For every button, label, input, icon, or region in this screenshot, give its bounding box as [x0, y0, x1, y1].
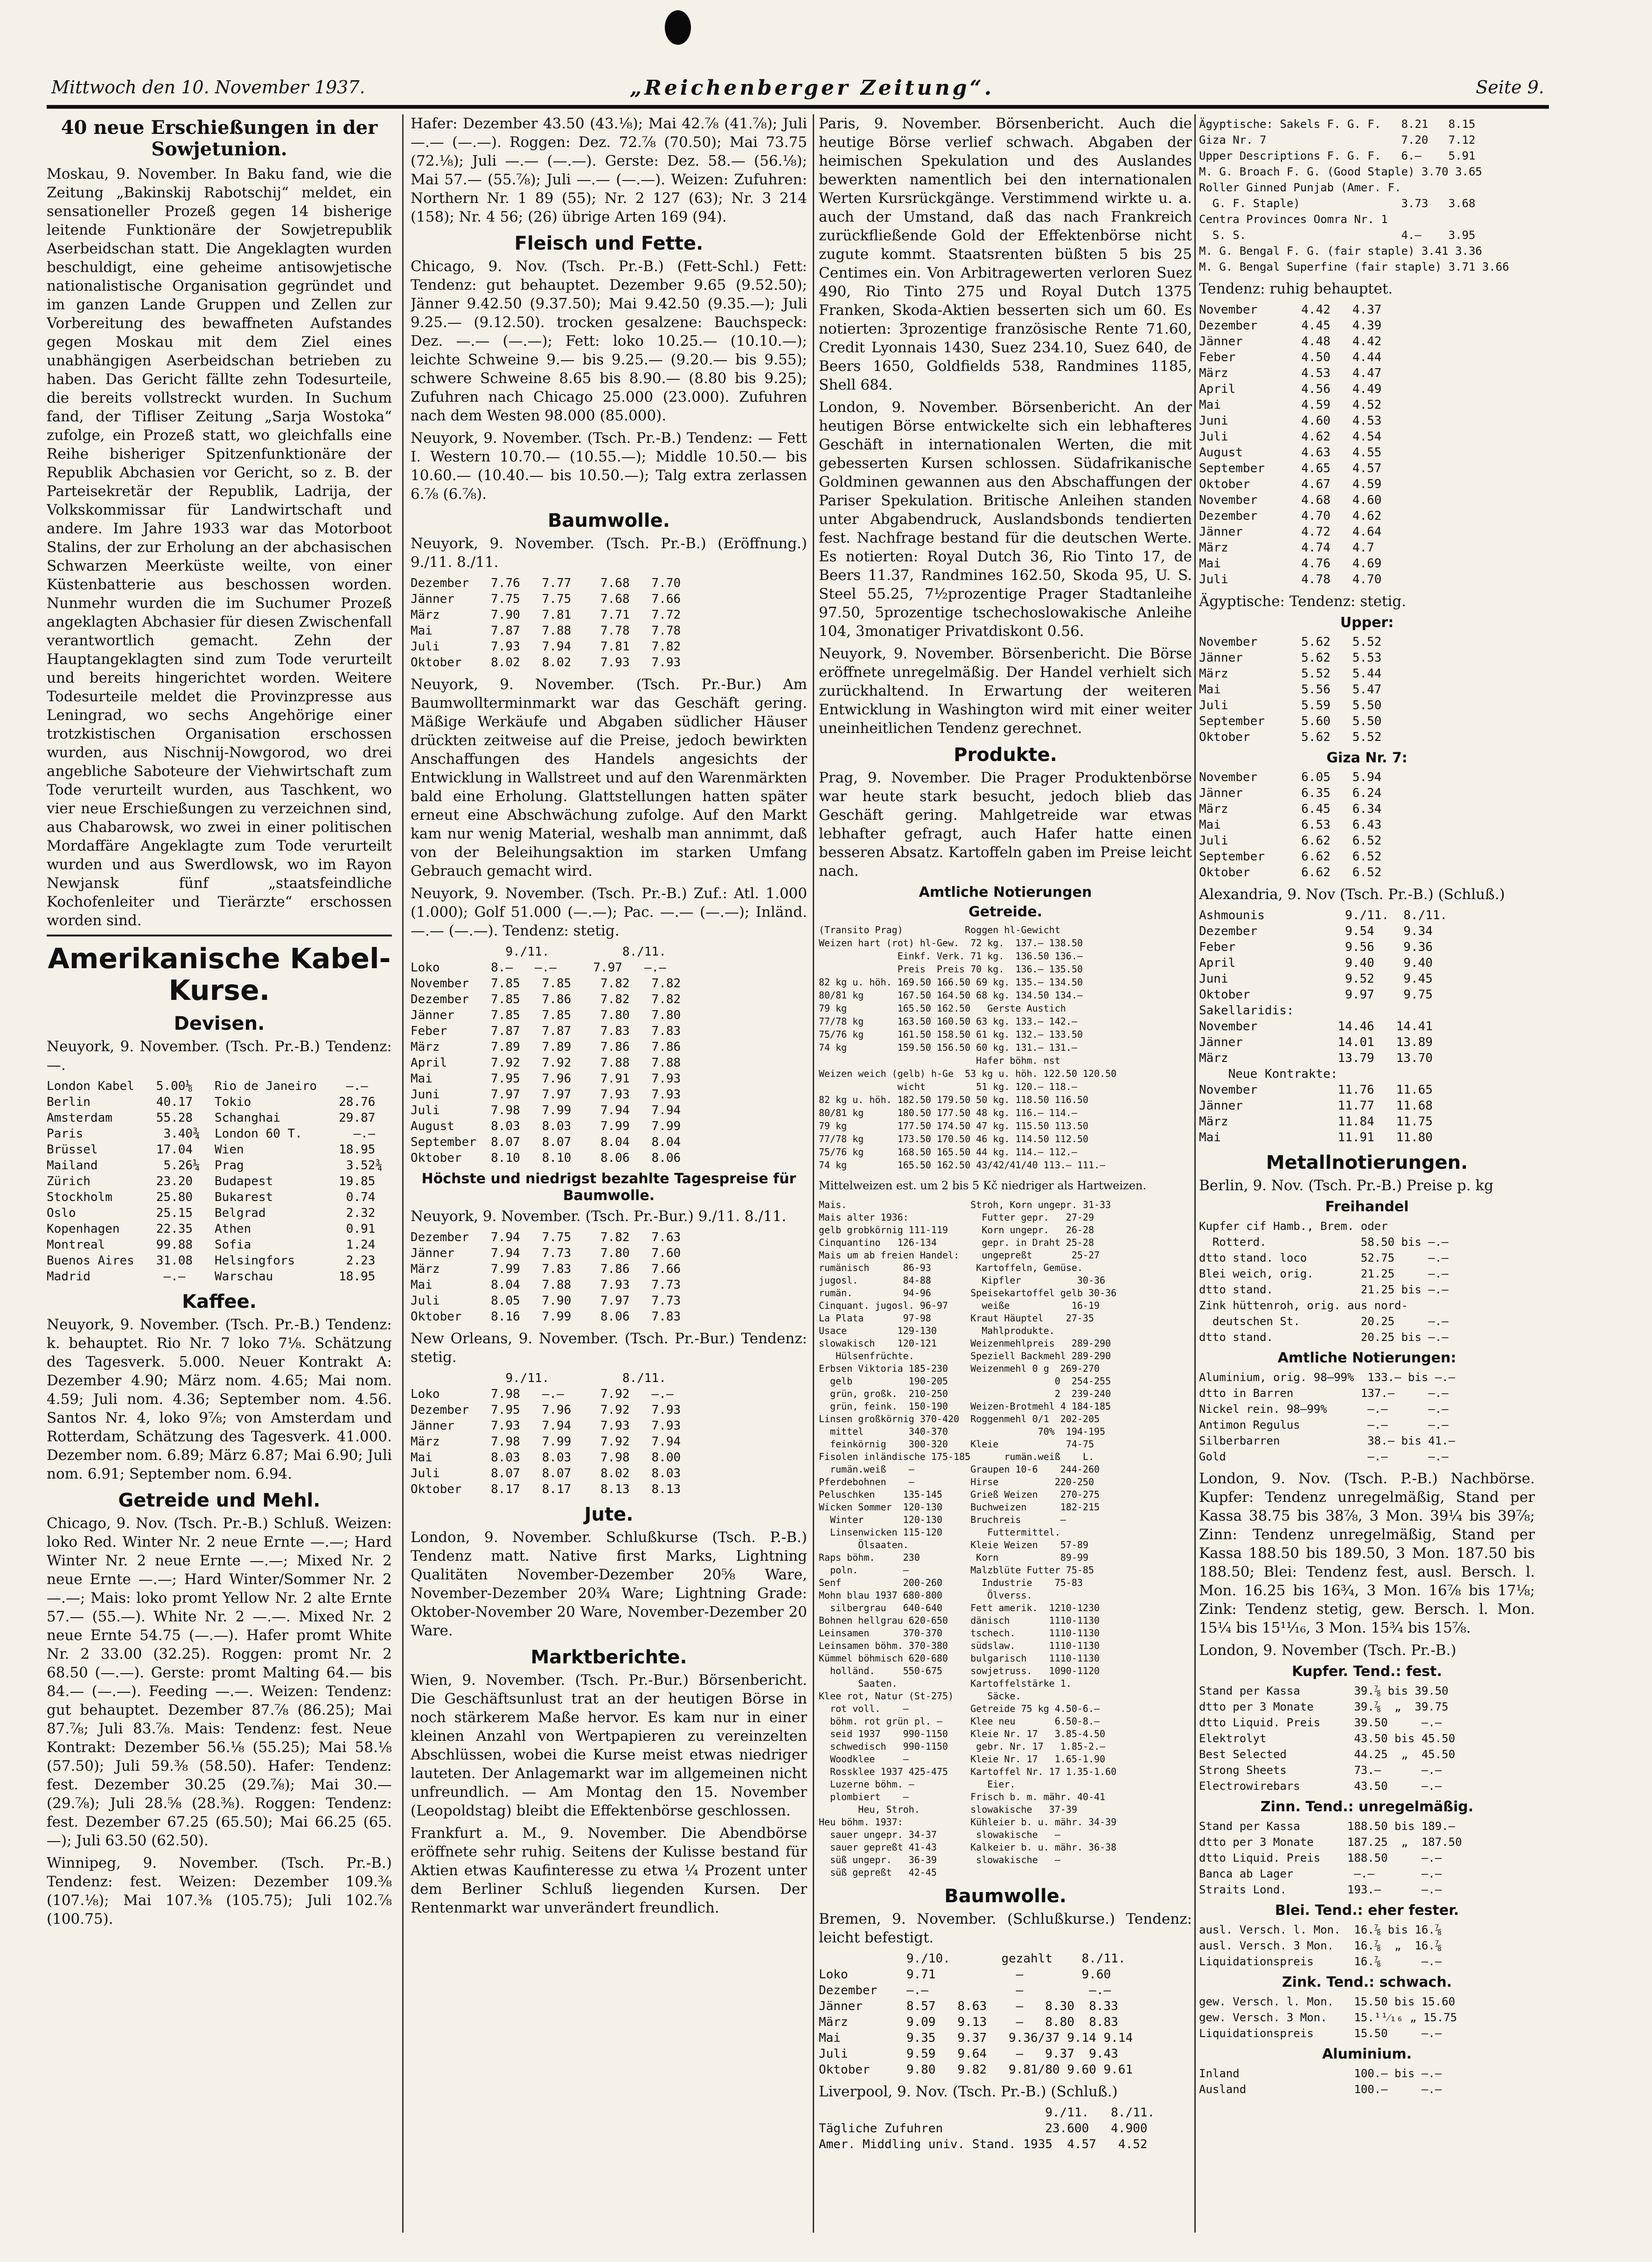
upper-table: November 5.62 5.52 Jänner 5.62 5.53 März 5.52 5.44 Mai 5.56 5.47 Juli 5.59 5.50 September 5.60 5.50 Oktober 5.62 5.52 — [1199, 635, 1382, 744]
section-title-baumwolle: Baumwolle. — [548, 510, 670, 531]
kupfer-table: Stand per Kassa 39.⅞ bis 39.50 dtto per 3 Monate 39.⅞ „ 39.75 dtto Liquid. Preis 39.50 —.— Elektrolyt 43.50 bis 45.50 Best Selected 44.25 „ 45.50 Strong Sheets 73.— —.— Electrowirebars 43.50 —.— — [1199, 1684, 1456, 1793]
section-title-devisen: Devisen. — [174, 1013, 265, 1034]
section-title-getreide: Getreide und Mehl. — [118, 1490, 321, 1511]
amtliche-notierungen-title: Amtliche Notierungen: — [1277, 1350, 1457, 1366]
wien-body: Wien, 9. November. (Tsch. Pr.-Bur.) Börsenbericht. Die Geschäftsunlust trat an der heutigen Börse in noch stärkerem Maße hervor. Es kam nur in einer kleinen Anzahl von Wertpapieren zu vereinzelten Abschlüssen, wobei die Kurse meist etwas niedriger lauteten. Der Anlagemarkt war im allgemeinen nicht unfreundlich. — Am Montag den 15. November (Leopoldstag) bleibt die Effektenbörse geschlossen. — [411, 1672, 807, 1819]
neuyork-fett-body: Neuyork, 9. November. (Tsch. Pr.-B.) Tendenz: — Fett I. Western 10.70.— (10.55.—); Middle 10.50.— bis 10.60.— (10.40.— bis 10.50.—); Talg extra zerlassen 6.⅞ (6.⅞). — [411, 430, 807, 503]
hafer-body: Hafer: Dezember 43.50 (43.⅛); Mai 42.⅞ (41.⅞); Juli —.— (—.—). Roggen: Dez. 72.⅞ (70.50); Mai 73.75 (72.⅛); Juli —.— (—.—). Gerste: Dez. 58.— (56.⅛); Mai 57.— (55.⅞); Juli —.— (—.—). Weizen: Zufuhren: Northern Nr. 1 89 (55); Nr. 2 127 (63); Nr. 3 214 (158); Nr. 4 56; (26) übrige Arten 169 (94). — [411, 115, 807, 225]
baumwolle-body: Neuyork, 9. November. (Tsch. Pr.-Bur.) Am Baumwollterminmarkt war das Geschäft gering. Mäßige Werkäufe und Abgaben südlicher Häuser drückten zeitweise auf die Preise, jedoch bewirkten Anschaffungen des Handels angesichts der Entwicklung in Wallstreet und auf den Warenmärkten bald eine Erholung. Glattstellungen hatten später erneut eine Abschwächung zufolge. Auf den Markt kam nur wenig Material, weshalb man annimmt, daß von der Beleihungsaktion im starken Umfang Gebrauch gemacht wird. — [411, 676, 807, 880]
paris-body: Paris, 9. November. Börsenbericht. Auch die heutige Börse verlief schwach. Abgaben der heimischen Spekulation und des Auslandes bewerkten namentlich bei den internationalen Werten Kursrückgänge. Verstimmend wirkte u. a. auch der Umstand, daß das nach Frankreich zurückfließende Gold der Effektenbörse nicht zugute kommt. Staatsrenten büßten 5 bis 25 Centimes ein. Von Arbitragewerten verloren Suez 490, Rio Tinto 275 und Royal Dutch 1375 Franken, Skoda-Aktien besserten sich um 60. Es notierten: 3prozentige französische Rente 71.60, Credit Lyonnais 1430, Suez 234.10, Suez 640, de Beers 1650, Goldfields 538, Randmines 1185, Shell 684. — [819, 115, 1192, 393]
blei-title: Blei. Tend.: eher fester. — [1275, 1902, 1459, 1919]
freihandel-title: Freihandel — [1325, 1199, 1409, 1215]
kupfer-title: Kupfer. Tend.: fest. — [1292, 1663, 1442, 1680]
prag-body: Prag, 9. November. Die Prager Produktenbörse war heute stark besucht, jedoch blieb das Geschäft gering. Mahlgetreide war etwas lebhafter gefragt, auch Hafer hatte einen besseren Absatz. Kartoffeln gaben im Preise leicht nach. — [819, 769, 1192, 880]
bremen-table: 9./10. gezahlt 8./11. Loko 9.71 — 9.60 Dezember —.— — —.— Jänner 8.57 8.63 — 8.30 8.33 März 9.09 9.13 — 8.80 8.83 Mai 9.35 9.37 9.36/37 9.14 9.14 Juli 9.59 9.64 — 9.37 9.43 Oktober 9.80 9.82 9.81/80 9.60 9.61 — [819, 1952, 1133, 2077]
header-date: Mittwoch den 10. November 1937. — [51, 77, 365, 98]
aluminium-table: Inland 100.— bis —.— Ausland 100.— —.— — [1199, 2067, 1442, 2096]
zink-table: gew. Versch. l. Mon. 15.50 bis 15.60 gew. Versch. 3 Mon. 15.¹¹⁄₁₆ „ 15.75 Liquidationspreis 15.50 —.— — [1199, 1995, 1457, 2040]
london-body: London, 9. November. Börsenbericht. An der heutigen Börse entwickelte sich ein lebhafteres Geschäft in internationalen Werten, die mit gebesserten Kursen schlossen. Südafrikanische Goldminen gewannen aus den Abschaffungen der Pariser Spekulation. Britische Anleihen standen unter Abgabendruck, Auslandsbonds tendierten fest. Nachfrage bestand für die deutschen Werte. Es notierten: Royal Dutch 36, Rio Tinto 17, de Beers 11.37, Randmines 162.50, Skoda 95, U. S. Steel 55.25, 7½prozentige Prager Stadtanleihe 97.50, 5prozentige tschechoslowakische Anleihe 104, 3monatiger Privatdiskont 0.56. — [819, 399, 1192, 640]
devisen-table: London Kabel 5.00⅛ Rio de Janeiro —.— Berlin 40.17 Tokio 28.76 Amsterdam 55.28 Schanghai 29.87 Paris 3.40¾ London 60 T. —.— Brüssel 17.04 Wien 18.95 Mailand 5.26¼ Prag 3.52¾ Zürich 23.20 Budapest 19.85 Stockholm 25.80 Bukarest 0.74 Oslo 25.15 Belgrad 2.32 Kopenhagen 22.35 Athen 0.91 Montreal 99.88 Sofia 1.24 Buenos Aires 31.08 Helsingfors 2.23 Madrid —.— Warschau 18.95 — [47, 1079, 383, 1284]
page-header — [51, 72, 1544, 105]
baumwolle-3-table: Dezember 7.94 7.75 7.82 7.63 Jänner 7.94 7.73 7.80 7.60 März 7.99 7.83 7.86 7.66 Mai 8.04 7.88 7.93 7.73 Juli 8.05 7.90 7.97 7.73 Oktober 8.16 7.99 8.06 7.83 — [411, 1230, 681, 1324]
header-rule — [47, 105, 1549, 109]
section-title-marktberichte: Marktberichte. — [530, 1647, 687, 1668]
ashmounis-table: Ashmounis 9./11. 8./11. Dezember 9.54 9.34 Feber 9.56 9.36 April 9.40 9.40 Juni 9.52 9.45 Oktober 9.97 9.75 Sakellaridis: November 14.46 14.41 Jänner 14.01 13.89 März 13.79 13.70 Neue Kontrakte: November 11.76 11.65 Jänner 11.77 11.68 März 11.84 11.75 Mai 11.91 11.80 — [1199, 908, 1448, 1145]
kaffee-body: Neuyork, 9. November. (Tsch. Pr.-B.) Tendenz: k. behauptet. Rio Nr. 7 loko 7⅛. Schätzung des Tagesverk. 5.000. Neuer Kontrakt A: Dezember 4.90; März nom. 4.65; Mai nom. 4.59; Juli nom. 4.36; September nom. 4.56. Santos Nr. 4, loko 9⅞; von Amsterdam und Rotterdam, Schätzung des Tagesverk. 41.000. Dezember nom. 6.89; März 6.87; Mai 6.90; Juli nom. 6.91; September nom. 6.94. — [47, 1316, 392, 1482]
section-title-baumwolle-2: Baumwolle. — [944, 1885, 1066, 1907]
neuyork-body: Neuyork, 9. November. Börsenbericht. Die Börse eröffnete unregelmäßig. Der Handel verhielt sich zurückhaltend. In Erwartung der weiteren Entwicklung in Washington wird mit einer weiter uneinheitlichen Tendenz gerechnet. — [819, 645, 1192, 737]
produkte-table-2: Mais. Stroh, Korn ungepr. 31-33 Mais alter 1936: Futter gepr. 27-29 gelb grobkörnig 111-119 Korn ungepr. 26-28 Cinquantino 126-134 gepr. in Draht 25-28 Mais um ab freien Handel: ungepreßt 25-27 rumänisch 86-93 Kartoffeln, Gemüse. jugosl. 84-88 Kipfler 30-36 rumän. 94-96 Speisekartoffel gelb 30-36 Cinquant. jugosl. 96-97 weiße 16-19 La Plata 97-98 Kraut Häuptel 27-35 Usace 129-130 Mahlprodukte. slowakisch 120-121 Weizenmehlpreis 289-290 Hülsenfrüchte. Speziell Backmehl 289-290 Erbsen Viktoria 185-230 Weizenmehl 0 g 269-270 gelb 190-205 0 254-255 grün, großk. 210-250 2 239-240 grün, feink. 150-190 Weizen-Brotmehl 4 184-185 Linsen großkörnig 370-420 Roggenmehl 0/1 202-205 mittel 340-370 70% 194-195 feinkörnig 300-320 Kleie 74-75 Fisolen inländische 175-185 rumän.weiß L. rumän.weiß — Graupen 10-6 244-260 Pferdebohnen — Hirse 220-250 Peluschken 135-145 Grieß Weizen 270-275 Wicken Sommer 120-130 Buchweizen 182-215 Winter 120-130 Bruchreis — Linsenwicken 115-120 Futtermittel. Ölsaaten. Kleie Weizen 57-89 Raps böhm. 230 Korn 89-99 poln. — Malzblüte Futter 75-85 Senf 200-260 Industrie 75-83 Mohn blau 1937 680-800 Ölverss. silbergrau 640-640 Fett amerik. 1210-1230 Bohnen hellgrau 620-650 dänisch 1110-1130 Leinsamen 370-370 tschech. 1110-1130 Leinsamen böhm. 370-380 südslaw. 1110-1130 Kümmel böhmisch 620-680 bulgarisch 1110-1130 holländ. 550-675 sowjetruss. 1090-1120 Saaten. Kartoffelstärke 1. Klee rot, Natur (St-275) Säcke. rot voll. — Getreide 75 kg 4.50-6.— böhm. rot grün pl. — Klee neu 6.50-8.— seid 1937 990-1150 Kleie Nr. 17 3.85-4.50 schwedisch 990-1150 gebr. Nr. 17 1.85-2.— Woodklee — Kleie Nr. 17 1.65-1.90 Rossklee 1937 425-475 Kartoffel Nr. 17 1.35-1.60 Luzerne böhm. — Eier. plombiert — Frisch b. m. mähr. 40-41 Heu, Stroh. slowakische 37-39 Heu böhm. 1937: Kühleier b. u. mähr. 34-39 sauer ungepr. 34-37 slowakische — sauer gepreßt 41-43 Kalkeier b. u. mähr. 36-38 süß ungepr. 36-39 slowakische — süß gepreßt 42-45 — [819, 1199, 1117, 1878]
column-2 — [411, 114, 807, 2242]
baumwolle-1-table: Dezember 7.76 7.77 7.68 7.70 Jänner 7.75 7.75 7.68 7.66 März 7.90 7.81 7.71 7.72 Mai 7.87 7.88 7.78 7.78 Juli 7.93 7.94 7.81 7.82 Oktober 8.02 8.02 7.93 7.93 — [411, 576, 681, 670]
header-paper-title: „Reichenberger Zeitung“. — [630, 76, 995, 100]
london-metal-body: London, 9. Nov. (Tsch. P.-B.) Nachbörse. Kupfer: Tendenz unregelmäßig, Stand per Kassa 38.75 bis 38⅞, 3 Mon. 39¼ bis 39⅞; Zinn: Tendenz unregelmäßig, Stand per Kassa 188.50 bis 189.50, 3 Mon. 187.50 bis 188.50; Blei: Tendenz fest, ausl. Bersch. l. Mon. 16.25 bis 16¾, 3 Mon. 16⅞ bis 17⅛; Zink: Tendenz stetig, gew. Bersch. l. Mon. 15¼ bis 15¹¹⁄₁₆, 3 Mon. 15¾ bis 15⅞. — [1199, 1470, 1535, 1636]
fleisch-body: Chicago, 9. Nov. (Tsch. Pr.-B.) (Fett-Schl.) Fett: Tendenz: gut behauptet. Dezember 9.65 (9.52.50); Jänner 9.42.50 (9.37.50); Mai 9.42.50 (9.35.—); Juli 9.25.— (9.12.50). trocken gesalzene: Bauchspeck: Dez. —.— (—.—); Fett: loko 10.25.— (10.10.—); leichte Schweine 9.— bis 9.25.— (9.20.— bis 9.55); schwere Schweine 8.65 bis 8.90.— (8.80 bis 9.25); Zufuhren nach Chicago 25.000 (23.000). Zufuhren nach dem Westen 98.000 (85.000). — [411, 258, 807, 424]
section-title-jute: Jute. — [584, 1504, 634, 1525]
months-table: November 4.42 4.37 Dezember 4.45 4.39 Jänner 4.48 4.42 Feber 4.50 4.44 März 4.53 4.47 April 4.56 4.49 Mai 4.59 4.52 Juni 4.60 4.53 Juli 4.62 4.54 August 4.63 4.55 September 4.65 4.57 Oktober 4.67 4.59 November 4.68 4.60 Dezember 4.70 4.62 Jänner 4.72 4.64 März 4.74 4.7 Mai 4.76 4.69 Juli 4.78 4.70 — [1199, 303, 1382, 586]
section-title-kabel: Amerikanische Kabel-Kurse. — [48, 942, 391, 1007]
bremen-header: Bremen, 9. November. (Schlußkurse.) Tendenz: leicht befestigt. — [819, 1911, 1192, 1946]
london-2-header: London, 9. November (Tsch. Pr.-B.) — [1199, 1642, 1457, 1659]
tendenz-2: Ägyptische: Tendenz: stetig. — [1199, 593, 1406, 610]
winnipeg-body: Winnipeg, 9. November. (Tsch. Pr.-B.) Tendenz: fest. Weizen: Dezember 109.⅜ (107.⅛); Mai 107.⅜ (105.75); Juli 102.⅞ (100.75). — [47, 1855, 392, 1927]
column-divider — [1194, 114, 1196, 2233]
column-3 — [819, 114, 1192, 2242]
upper-title: Upper: — [1340, 614, 1394, 631]
section-title-kaffee: Kaffee. — [182, 1291, 257, 1313]
produkte-table-1: (Transito Prag) Roggen hl-Gewicht Weizen hart (rot) hl-Gew. 72 kg. 137.— 138.50 Einkf. Verk. 71 kg. 136.50 136.— Preis Preis 70 kg. 136.— 135.50 82 kg u. höh. 169.50 166.50 69 kg. 135.— 134.50 80/81 kg 167.50 164.50 68 kg. 134.50 134.— 79 kg 165.50 162.50 Gerste Austich 77/78 kg 163.50 160.50 63 kg. 133.— 142.— 75/76 kg 161.50 158.50 61 kg. 132.— 133.50 74 kg 159.50 156.50 60 kg. 131.— 131.— Hafer böhm. nst Weizen weich (gelb) h-Ge 53 kg u. höh. 122.50 120.50 wicht 51 kg. 120.— 118.— 82 kg u. höh. 182.50 179.50 50 kg. 118.50 116.50 80/81 kg 180.50 177.50 48 kg. 116.— 114.— 79 kg 177.50 174.50 47 kg. 115.50 113.50 77/78 kg 173.50 170.50 46 kg. 114.50 112.50 75/76 kg 168.50 165.50 44 kg. 114.— 112.— 74 kg 165.50 162.50 43/42/41/40 113.— 111.— — [819, 924, 1117, 1171]
section-rule — [47, 935, 392, 936]
column-divider — [813, 114, 814, 2233]
getreide-subtitle: Getreide. — [969, 904, 1042, 920]
produkte-note: Mittelweizen est. um 2 bis 5 Kč niedriger als Hartweizen. — [819, 1179, 1146, 1192]
jute-body: London, 9. November. Schlußkurse (Tsch. P.-B.) Tendenz matt. Native first Marks, Lightning Qualitäten November-Dezember 20⅝ Ware, November-Dezember 20¾ Ware; Lightning Grade: Oktober-November 20 Ware, November-Dezember 20 Ware. — [411, 1529, 807, 1639]
zinn-title: Zinn. Tend.: unregelmäßig. — [1260, 1799, 1474, 1815]
giza-title: Giza Nr. 7: — [1326, 750, 1408, 766]
egypt-table: Ägyptische: Sakels F. G. F. 8.21 8.15 Giza Nr. 7 7.20 7.12 Upper Descriptions F. G. F. 6.— 5.91 M. G. Broach F. G. (Good Staple) 3.70 3.65 Roller Ginned Punjab (Amer. F. G. F. Staple) 3.73 3.68 Centra Provinces Oomra Nr. 1 S. S. 4.— 3.95 M. G. Bengal F. G. (fair staple) 3.41 3.36 M. G. Bengal Superfine (fair staple) 3.71 3.66 — [1199, 118, 1509, 273]
devisen-header: Neuyork, 9. November. (Tsch. Pr.-B.) Tendenz: —. — [47, 1038, 392, 1074]
baumwolle-4-header: New Orleans, 9. November. (Tsch. Pr.-Bur.) Tendenz: stetig. — [411, 1330, 807, 1366]
frankfurt-body: Frankfurt a. M., 9. November. Die Abendbörse eröffnete sehr ruhig. Seitens der Kulisse bestand für Aktien etwas Kaufinteresse zu etwa ¼ Prozent unter dem Berliner Schluß liegenden Kursen. Der Rentenmarkt war unverändert freundlich. — [411, 1825, 807, 1916]
aluminium-title: Aluminium. — [1322, 2046, 1412, 2062]
column-4 — [1199, 114, 1535, 2242]
section-title-produkte: Produkte. — [954, 744, 1057, 766]
giza-table: November 6.05 5.94 Jänner 6.35 6.24 März 6.45 6.34 Mai 6.53 6.43 Juli 6.62 6.52 September 6.62 6.52 Oktober 6.62 6.52 — [1199, 770, 1382, 880]
article-body: Moskau, 9. November. In Baku fand, wie die Zeitung „Bakinskij Rabotschij“ meldet, ein sensationeller Prozeß gegen 14 bisherige leitende Funktionäre der Sowjetrepublik Aserbeidschan statt. Die Angeklagten wurden beschuldigt, eine geheime antisowjetische nationalistische Organisation gegründet und im ganzen Lande Gruppen und Zellen zur Vorbereitung des bewaffneten Aufstandes gegen Moskau mit dem Ziel eines unabhängigen Aserbeidschan betrieben zu haben. Das Gericht fällte zehn Todesurteile, die bereits vollstreckt wurden. In Suchum fand, der Tifliser Zeitung „Sarja Wostoka“ zufolge, ein Prozeß statt, wo gleichfalls eine Reihe bisheriger Spitzenfunktionäre der Republik Abchasien vor Gericht, so z. B. der Parteisekretär der Republik, Ladrija, der Volkskommissar für Landwirtschaft und andere. Im Jahre 1933 war das Motorboot Stalins, der zur Erholung an der abchasischen Schwarzen Meerküste weilte, von einer Küstenbatterie aus beschossen worden. Nunmehr wurden die im Suchumer Prozeß angeklagten Abchasier für diesen Zwischenfall verantwortlich gemacht. Zehn der Hauptangeklagten sind zum Tode verurteilt und bereits hingerichtet worden. Weitere Todesurteile meldet die Provinzpresse aus Leningrad, wo sechs Angehörige einer trotzkistischen Organisation erschossen wurden, aus Nischnij-Nowgorod, wo drei angebliche Saboteure der Viehwirtschaft zum Tode verurteilt wurden, aus Taschkent, wo vier neue Erschießungen zu verzeichnen sind, aus Chabarowsk, wo zwei in einer politischen Mordaffäre Angeklagte zum Tode verurteilt wurden und aus Swerdlowsk, wo im Rayon Newjansk fünf „staatsfeindliche Kochofenleiter und Tierärzte“ erschossen worden sind. — [47, 166, 392, 929]
article-title: 40 neue Erschießungen in der Sowjetunion. — [61, 117, 378, 160]
liverpool-table: 9./11. 8./11. Tägliche Zufuhren 23.600 4.900 Amer. Middling univ. Stand. 1935 4.57 4.52 — [819, 2106, 1155, 2151]
baumwolle-1-header: Neuyork, 9. November. (Tsch. Pr.-B.) (Eröffnung.) 9./11. 8./11. — [411, 535, 807, 571]
amtliche-table: Aluminium, orig. 98—99% 133.— bis —.— dtto in Barren 137.— —.— Nickel rein. 98—99% —.— —.— Antimon Regulus —.— —.— Silberbarren 38.— bis 41.— Gold —.— —.— — [1199, 1371, 1456, 1463]
tendenz-1: Tendenz: ruhig behauptet. — [1199, 280, 1393, 297]
baumwolle-3-header: Neuyork, 9. November. (Tsch. Pr.-Bur.) 9./11. 8./11. — [411, 1208, 787, 1225]
getreide-body: Chicago, 9. Nov. (Tsch. Pr.-B.) Schluß. Weizen: loko Red. Winter Nr. 2 neue Ernte —.—; Hard Winter Nr. 2 neue Ernte —.—; Mixed Nr. 2 neue Ernte —.—; Hard Winter/Sommer Nr. 2 —.—; Mais: loko promt Yellow Nr. 2 alte Ernte 57.— (55.—). White Nr. 2 —.—. Mixed Nr. 2 neue Ernte 54.75 (—.—). Hafer promt White Nr. 2 33.00 (32.25). Roggen: promt Nr. 2 68.50 (—.—). Gerste: promt Malting 64.— bis 84.— (—.—). Feeding —.—. Weizen: Tendenz: gut behauptet. Dezember 87.⅞ (86.25); Mai 87.⅞; Juli 83.⅞. Mais: Tendenz: fest. Neue Kontrakt: Dezember 56.⅛ (55.25); Mai 58.⅛ (57.50); Juli 59.⅜ (58.50). Hafer: Tendenz: fest. Dezember 30.25 (29.⅞); Mai 30.— (29.⅞); Juli 28.⅝ (28.⅜). Roggen: Tendenz: fest. Dezember 67.25 (65.50); Mai 66.25 (65.—); Juli 63.50 (62.50). — [47, 1515, 392, 1849]
baumwolle-2-table: 9./11. 8./11. Loko 8.— —.— 7.97 —.— November 7.85 7.85 7.82 7.82 Dezember 7.85 7.86 7.82 7.82 Jänner 7.85 7.85 7.80 7.80 Feber 7.87 7.87 7.83 7.83 März 7.89 7.89 7.86 7.86 April 7.92 7.92 7.88 7.88 Mai 7.95 7.96 7.91 7.93 Juni 7.97 7.97 7.93 7.93 Juli 7.98 7.99 7.94 7.94 August 8.03 8.03 7.99 7.99 September 8.07 8.07 8.04 8.04 Oktober 8.10 8.10 8.06 8.06 — [411, 945, 681, 1165]
berlin-table: Kupfer cif Hamb., Brem. oder Rotterd. 58.50 bis —.— dtto stand. loco 52.75 —.— Blei weich, orig. 21.25 —.— dtto stand. 21.25 bis —.— Zink hüttenroh, orig. aus nord- deutschen St. 20.25 —.— dtto stand. 20.25 bis —.— — [1199, 1220, 1449, 1344]
liverpool-header: Liverpool, 9. Nov. (Tsch. Pr.-B.) (Schluß.) — [819, 2083, 1118, 2100]
baumwolle-2-header: Neuyork, 9. November. (Tsch. Pr.-B.) Zuf.: Atl. 1.000 (1.000); Golf 51.000 (—.—); Pac. —.— (—.—); Inländ. —.— (—.—). Tendenz: stetig. — [411, 885, 807, 939]
section-title-fleisch: Fleisch und Fette. — [514, 233, 704, 254]
blei-table: ausl. Versch. l. Mon. 16.⅞ bis 16.⅞ ausl. Versch. 3 Mon. 16.⅞ „ 16.⅞ Liquidationspreis 16.⅞ —.— — [1199, 1923, 1442, 1968]
baumwolle-4-table: 9./11. 8./11. Loko 7.98 —.— 7.92 —.— Dezember 7.95 7.96 7.92 7.93 Jänner 7.93 7.94 7.93 7.93 März 7.98 7.99 7.92 7.94 Mai 8.03 8.03 7.98 8.00 Juli 8.07 8.07 8.02 8.03 Oktober 8.17 8.17 8.13 8.13 — [411, 1371, 681, 1496]
zinn-table: Stand per Kassa 188.50 bis 189.— dtto per 3 Monate 187.25 „ 187.50 dtto Liquid. Preis 188.50 —.— Banca ab Lager —.— —.— Straits Lond. 193.— —.— — [1199, 1820, 1462, 1896]
section-title-metall: Metallnotierungen. — [1266, 1152, 1468, 1173]
berlin-header: Berlin, 9. Nov. (Tsch. Pr.-B.) Preise p. kg — [1199, 1177, 1494, 1194]
column-divider — [402, 114, 404, 2233]
header-page-number: Seite 9. — [1476, 77, 1544, 98]
punch-hole — [665, 10, 691, 45]
section-title-hoechste: Höchste und niedrigst bezahlte Tagespreise für Baumwolle. — [421, 1171, 796, 1204]
amtliche-title: Amtliche Notierungen — [919, 884, 1092, 901]
alexandria-header: Alexandria, 9. Nov (Tsch. Pr.-B.) (Schluß.) — [1199, 886, 1505, 903]
zink-title: Zink. Tend.: schwach. — [1282, 1974, 1452, 1990]
column-1 — [47, 114, 392, 2242]
